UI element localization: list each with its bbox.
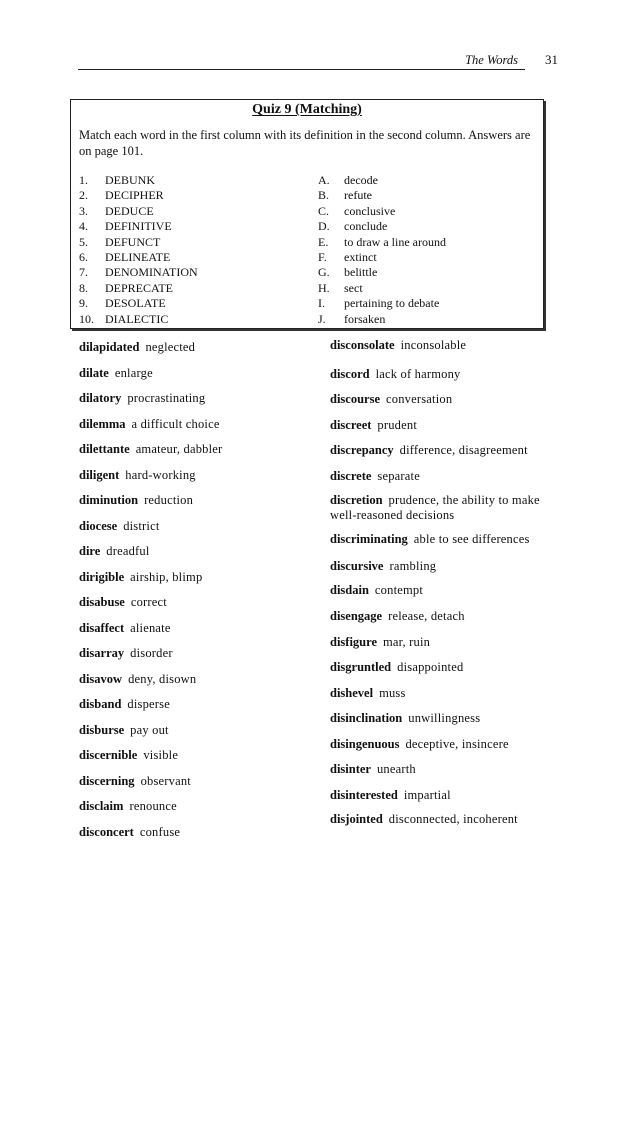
glossary-word: discursive [330, 559, 384, 573]
glossary-word: disjointed [330, 812, 383, 826]
quiz-definition: conclusive [344, 203, 396, 218]
glossary-definition: muss [379, 686, 406, 700]
quiz-definition-item [318, 204, 538, 219]
quiz-word: DENOMINATION [105, 265, 198, 280]
glossary-definition: mar, ruin [383, 635, 431, 649]
glossary-definition: visible [143, 748, 179, 762]
glossary-word: diminution [79, 493, 139, 507]
glossary-word: disgruntled [330, 660, 392, 674]
quiz-definition-item [318, 188, 538, 203]
quiz-definition-item [318, 265, 538, 280]
glossary-entry [330, 660, 570, 675]
glossary-entry [79, 570, 319, 585]
glossary-entry [330, 443, 570, 458]
glossary-definition: deny, disown [128, 671, 197, 686]
quiz-definition-letter: F. [318, 250, 327, 265]
quiz-word: DECIPHER [105, 188, 164, 203]
glossary-definition: inconsolable [400, 338, 467, 352]
quiz-definition-letter: J. [318, 311, 326, 326]
glossary-entry [79, 723, 319, 738]
glossary-definition: deceptive, insincere [405, 737, 509, 751]
quiz-definition-item [318, 250, 538, 265]
glossary-word: dilate [79, 365, 109, 380]
glossary-entry [330, 418, 570, 433]
running-title: The Words [465, 53, 518, 67]
quiz-definition: extinct [344, 250, 377, 265]
glossary-definition: neglected [145, 340, 196, 354]
quiz-definition-item [318, 173, 538, 188]
glossary-word: disinclination [330, 711, 403, 725]
quiz-word: DEBUNK [105, 173, 155, 187]
quiz-word-number: 9. [79, 296, 88, 311]
quiz-title: Quiz 9 (Matching) [252, 102, 362, 117]
quiz-word-number: 3. [79, 203, 88, 218]
glossary-word: discourse [330, 392, 380, 406]
glossary-entry [79, 748, 319, 763]
glossary-definition: unearth [376, 762, 416, 776]
glossary-word: discreet [330, 418, 372, 432]
quiz-definition-letter: I. [318, 296, 325, 311]
glossary-entry [79, 621, 319, 636]
glossary-entry [330, 559, 570, 574]
glossary-word: dilapidated [79, 340, 140, 354]
quiz-word-number: 6. [79, 250, 88, 265]
glossary-word: dilemma [79, 416, 126, 431]
glossary-word: discord [330, 367, 370, 381]
glossary-definition: dreadful [106, 544, 150, 558]
header-rule [78, 69, 525, 70]
glossary-entry [330, 609, 570, 624]
quiz-word-number: 2. [79, 188, 88, 203]
quiz-definition: sect [344, 280, 363, 295]
glossary-word: disinter [330, 762, 371, 776]
glossary-definition: alienate [130, 620, 171, 635]
glossary-word: disburse [79, 722, 125, 737]
quiz-definition: forsaken [344, 311, 386, 326]
quiz-definition: refute [344, 188, 372, 203]
quiz-word-list [79, 173, 309, 327]
quiz-word-number: 4. [79, 219, 88, 234]
glossary-definition: difference, disagreement [399, 443, 528, 457]
quiz-word-item [79, 250, 309, 265]
glossary-definition: prudence, the ability to make well-reasoned decisions [330, 493, 540, 522]
glossary-word: disengage [330, 609, 383, 623]
glossary-entry [330, 493, 565, 523]
glossary-definition: contempt [374, 583, 424, 597]
glossary-word: discretion [330, 493, 383, 507]
glossary-definition: disappointed [397, 660, 464, 674]
glossary-entry [79, 825, 319, 840]
glossary-word: discrete [330, 469, 372, 483]
glossary-entry [330, 469, 570, 484]
glossary-word: disfigure [330, 635, 377, 649]
glossary-word: discriminating [330, 532, 408, 546]
quiz-word-item [79, 312, 309, 327]
quiz-word-number: 1. [79, 173, 88, 187]
glossary-word: dire [79, 544, 101, 558]
glossary-definition: unwillingness [408, 711, 481, 725]
glossary-word: disavow [79, 671, 123, 686]
quiz-word-item [79, 204, 309, 219]
quiz-word-item [79, 173, 309, 188]
glossary-entry [79, 493, 319, 508]
glossary-entry [79, 544, 319, 559]
glossary-definition: observant [140, 773, 191, 788]
quiz-word: DEDUCE [105, 203, 154, 218]
glossary-word: disabuse [79, 595, 125, 609]
glossary-word: discrepancy [330, 443, 394, 457]
glossary-entry [79, 519, 319, 534]
quiz-definition-item [318, 312, 538, 327]
quiz-word-item [79, 188, 309, 203]
glossary-entry [79, 799, 319, 814]
quiz-definition: pertaining to debate [344, 296, 440, 311]
quiz-word: DELINEATE [105, 250, 171, 265]
quiz-definition-letter: H. [318, 280, 330, 295]
glossary-definition: release, detach [388, 609, 465, 623]
glossary-entry [330, 338, 570, 353]
quiz-definition-item [318, 281, 538, 296]
glossary-entry [330, 635, 570, 650]
glossary-definition: reduction [144, 493, 194, 507]
glossary-entry [79, 417, 319, 432]
quiz-definition-list [318, 173, 538, 327]
glossary-word: dilatory [79, 391, 122, 405]
glossary-entry [330, 812, 570, 827]
quiz-definition-letter: E. [318, 234, 329, 249]
glossary-definition: hard-working [125, 467, 196, 482]
glossary-word: disingenuous [330, 737, 400, 751]
quiz-word-number: 8. [79, 280, 88, 295]
glossary-entry [79, 391, 319, 406]
quiz-definition-letter: B. [318, 188, 330, 203]
quiz-definition-item [318, 296, 538, 311]
glossary-definition: a difficult choice [131, 416, 220, 431]
quiz-definition: to draw a line around [344, 234, 446, 249]
glossary-entry [330, 583, 570, 598]
glossary-definition: enlarge [114, 365, 153, 380]
quiz-word: DEFUNCT [105, 234, 161, 249]
glossary-entry [79, 697, 319, 712]
glossary-definition: prudent [377, 418, 418, 432]
quiz-word: DEFINITIVE [105, 219, 172, 234]
quiz-definition: decode [344, 173, 378, 187]
glossary-word: disinterested [330, 788, 398, 802]
glossary-entry [330, 762, 570, 777]
glossary-definition: airship, blimp [130, 569, 203, 584]
quiz-word: DESOLATE [105, 296, 166, 311]
glossary-word: discernible [79, 748, 138, 762]
quiz-box [70, 99, 544, 329]
glossary-definition: pay out [130, 722, 169, 737]
glossary-entry [330, 788, 570, 803]
glossary-word: disarray [79, 646, 125, 660]
glossary-definition: amateur, dabbler [135, 442, 223, 456]
glossary-definition: correct [130, 595, 167, 609]
glossary-entry [330, 392, 570, 407]
glossary-definition: renounce [129, 799, 177, 813]
glossary-word: disconcert [79, 825, 134, 839]
quiz-word-number: 10. [79, 311, 94, 326]
glossary-word: disband [79, 697, 122, 711]
glossary-entry [79, 672, 319, 687]
glossary-entry [79, 468, 319, 483]
glossary-entry [330, 737, 570, 752]
glossary-word: diligent [79, 467, 120, 482]
quiz-definition: belittle [344, 265, 378, 280]
glossary-definition: able to see differences [413, 532, 530, 546]
quiz-word-item [79, 281, 309, 296]
glossary-entry [79, 646, 319, 661]
glossary-definition: district [123, 518, 160, 533]
quiz-word: DEPRECATE [105, 280, 174, 295]
glossary-definition: procrastinating [127, 391, 206, 405]
glossary-definition: conversation [386, 392, 453, 406]
glossary-word: dishevel [330, 686, 374, 700]
glossary-definition: rambling [389, 559, 437, 573]
glossary-word: diocese [79, 518, 118, 533]
glossary-word: disaffect [79, 620, 125, 635]
quiz-word-number: 7. [79, 265, 88, 280]
glossary-word: dilettante [79, 442, 130, 456]
quiz-instructions: Match each word in the first column with its definition in the second column. Answers are on page 101. [79, 128, 531, 158]
glossary-definition: impartial [403, 788, 451, 802]
glossary-word: disconsolate [330, 338, 395, 352]
glossary-entry [79, 442, 319, 457]
glossary-definition: lack of harmony [375, 367, 461, 381]
quiz-definition-item [318, 219, 538, 234]
glossary-entry [330, 532, 570, 547]
quiz-definition-letter: C. [318, 203, 330, 218]
glossary-definition: separate [377, 469, 420, 483]
glossary-word: dirigible [79, 569, 125, 584]
quiz-definition-item [318, 235, 538, 250]
glossary-definition: disperse [127, 697, 170, 711]
quiz-word-item [79, 219, 309, 234]
glossary-word: disclaim [79, 799, 124, 813]
quiz-definition-letter: G. [318, 265, 330, 280]
glossary-entry [330, 686, 570, 701]
glossary-entry [330, 711, 570, 726]
quiz-definition-letter: D. [318, 219, 330, 234]
quiz-word-item [79, 296, 309, 311]
glossary-entry [79, 774, 319, 789]
page-number: 31 [545, 52, 558, 67]
glossary-definition: disorder [130, 646, 173, 660]
glossary-word: discerning [79, 773, 135, 788]
glossary-entry [79, 595, 319, 610]
glossary-definition: confuse [139, 825, 181, 839]
glossary-word: disdain [330, 583, 369, 597]
glossary-entry [79, 340, 319, 355]
glossary-definition: disconnected, incoherent [388, 812, 518, 826]
quiz-definition-letter: A. [318, 173, 330, 187]
page-header [78, 52, 558, 70]
glossary-entry [79, 366, 319, 381]
glossary-entry [330, 367, 570, 382]
quiz-word-item [79, 265, 309, 280]
quiz-definition: conclude [344, 219, 388, 234]
quiz-word-item [79, 235, 309, 250]
quiz-word: DIALECTIC [105, 311, 169, 326]
quiz-word-number: 5. [79, 234, 88, 249]
